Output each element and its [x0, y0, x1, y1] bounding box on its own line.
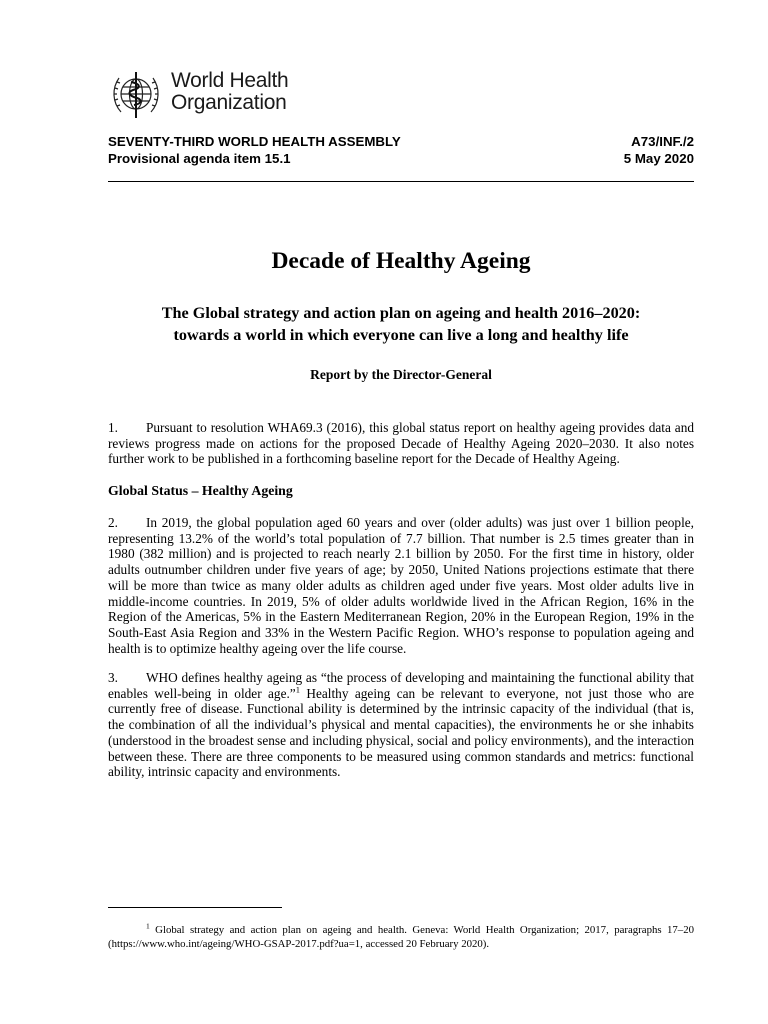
page-title: Decade of Healthy Ageing	[271, 248, 531, 274]
paragraph-2	[108, 515, 694, 656]
paragraph-3	[108, 670, 694, 780]
logo-line-1: World Health	[171, 69, 289, 92]
paragraph-text-end: Healthy ageing can be relevant to everyone, not just those who are currently free of disease. Functional ability is determined by the intrinsic capacity of the individual (that is, the combination of all the individual’s physical and mental capacities), the environments he or she inhabits (understood in the broadest sense and including physical, social and policy environments), and the interaction between these. There are three components to be measured using common standards and metrics: functional ability, intrinsic capacity and environments.	[108, 685, 695, 780]
page-subtitle	[108, 302, 694, 346]
paragraph-number: 2.	[108, 515, 118, 530]
header-right	[624, 133, 694, 167]
paragraph-text: Pursuant to resolution WHA69.3 (2016), this global status report on healthy ageing provides data and reviews progress made on actions for the proposed Decade of Healthy Ageing 2020–2030. It also notes further work to be published in a forthcoming baseline report for the Decade of Healthy Ageing.	[108, 420, 694, 467]
paragraph-1	[108, 420, 694, 467]
paragraph-number: 1.	[108, 420, 118, 435]
paragraph-number: 3.	[108, 670, 118, 685]
who-logo-text	[171, 70, 288, 114]
footnote-text: Global strategy and action plan on ageing and health. Geneva: World Health Organization; 2017, paragraphs 17–20 (https://www.who.int/ageing/WHO-GSAP-2017.pdf?ua=1, accessed 20 February 2020).	[108, 924, 694, 950]
who-logo	[107, 68, 307, 124]
subtitle-line-1: The Global strategy and action plan on ageing and health 2016–2020:	[161, 304, 641, 322]
logo-line-2: Organization	[171, 91, 287, 114]
agenda-item: Provisional agenda item 15.1	[108, 151, 291, 166]
footnote-divider	[108, 907, 282, 908]
paragraph-text: In 2019, the global population aged 60 years and over (older adults) was just over 1 billion people, representing 13.2% of the world’s total population of 7.7 billion. That number is 2.5 times greater than in 1980 (382 million) and is projected to reach nearly 2.1 billion by 2050. For the first time in history, older adults outnumber children under five years of age; by 2050, United Nations projections estimate that there will be more than twice as many older adults as children aged under five years. Most older adults live in middle-income countries. In 2019, 5% of older adults worldwide lived in the African Region, 16% in the Region of the Americas, 5% in the Eastern Mediterranean Region, 20% in the European Region, 19% in the South-East Asia Region and 33% in the Western Pacific Region. WHO’s response to population ageing and health is to optimize healthy ageing over the life course.	[108, 515, 694, 656]
assembly-name: SEVENTY-THIRD WORLD HEALTH ASSEMBLY	[108, 134, 401, 149]
footnote-reference[interactable]: 1	[295, 684, 300, 695]
header-divider	[108, 181, 694, 182]
subtitle-line-2: towards a world in which everyone can live a long and healthy life	[173, 326, 629, 344]
document-number: A73/INF./2	[631, 134, 694, 149]
who-emblem-icon	[107, 68, 165, 124]
paragraph-text-start: WHO defines healthy ageing as “the process of developing and maintaining the functional ability that enables well-being in older age.”	[108, 670, 694, 701]
document-date: 5 May 2020	[623, 151, 694, 166]
footnote-mark: 1	[146, 921, 150, 931]
section-heading: Global Status – Healthy Ageing	[108, 483, 293, 498]
footnote	[108, 921, 694, 951]
report-by: Report by the Director-General	[310, 367, 492, 382]
header-left	[108, 133, 401, 167]
